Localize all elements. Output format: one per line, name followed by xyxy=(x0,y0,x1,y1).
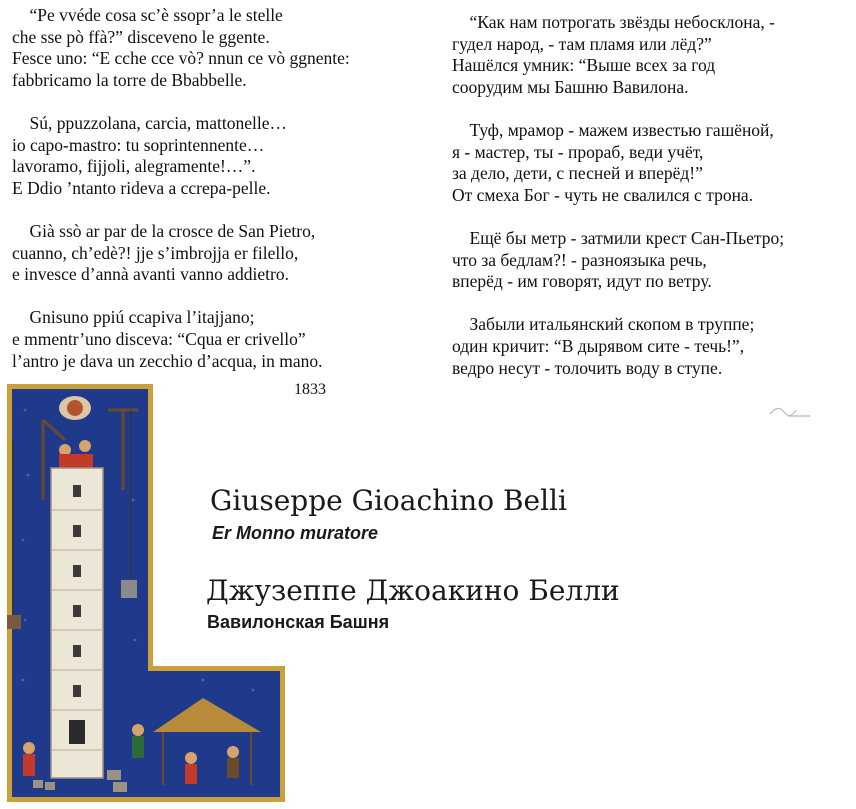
stanza xyxy=(452,314,852,379)
poem-line: один кричит: “В дырявом сите - течь!”, xyxy=(452,335,745,356)
poem-year: 1833 xyxy=(294,381,326,398)
stanza xyxy=(12,307,432,372)
poem-title-latin: Er Monno muratore xyxy=(212,523,379,543)
stone-block-icon xyxy=(121,580,137,598)
poem-line: e invesce d’annà avanti vanno addietro. xyxy=(12,264,289,285)
poem-line: я - мастер, ты - прораб, веди учёт, xyxy=(452,141,704,162)
poem-line: вперёд - им говорят, идут по ветру. xyxy=(452,271,712,292)
poem-line: что за бедлам?! - разноязыка речь, xyxy=(452,249,707,270)
poem-line: Нашёлся умник: “Выше всех за год xyxy=(452,55,716,76)
italian-poem xyxy=(12,5,432,394)
poem-line: l’antro je dava un zecchio d’acqua, in mano. xyxy=(12,350,323,371)
poem-line: Sú, ppuzzolana, carcia, mattonelle… xyxy=(12,112,288,133)
poem-line: e mmentr’uno disceva: “Cqua er crivello” xyxy=(12,328,306,349)
author-name-latin: Giuseppe Gioachino Belli xyxy=(210,484,567,517)
stanza xyxy=(12,221,432,286)
stanza xyxy=(12,5,432,91)
poem-line: “Как нам потрогать звёзды небосклона, - xyxy=(452,12,775,32)
poem-line: за дело, дети, с песней и вперёд!” xyxy=(452,163,703,184)
poem-line: соорудим мы Башню Вавилона. xyxy=(452,76,689,97)
stanza xyxy=(12,113,432,199)
poem-line: Забыли итальянский скопом в труппе; xyxy=(452,314,755,335)
stanza xyxy=(452,12,852,98)
stanza xyxy=(452,228,852,293)
poem-line: Туф, мрамор - мажем известью гашёной, xyxy=(452,119,774,140)
poem-line: lavoramo, fijjoli, alegramente!…”. xyxy=(12,156,256,177)
poem-line: Ещё бы метр - затмили крест Сан-Пьетро; xyxy=(452,227,785,248)
poem-line: Fesce uno: “E cche cce vò? nnun ce vò ggnente: xyxy=(12,48,350,69)
poem-line: Gnisuno ppiú ccapiva l’itajjano; xyxy=(12,307,255,328)
poem-line: ведро несут - толочить воду в ступе. xyxy=(452,357,723,378)
poem-line: “Pe vvéde cosa sc’è ssopr’a le stelle xyxy=(12,5,283,25)
poem-line: che sse pò ffà?” disceveno le ggente. xyxy=(12,26,270,47)
poem-line: гудел народ, - там пламя или лёд?” xyxy=(452,33,712,54)
stanza xyxy=(452,120,852,206)
poem-line: io capo-mastro: tu soprintennente… xyxy=(12,134,265,155)
russian-poem xyxy=(452,12,852,401)
poem-line: cuanno, ch’edè?! jje s’imbrojja er filello, xyxy=(12,242,299,263)
signature-mark xyxy=(766,400,814,424)
poem-line: Già ssò ar par de la crosce de San Pietro, xyxy=(12,220,316,241)
poem-line: fabbricamo la torre de Bbabbelle. xyxy=(12,69,247,90)
poem-line: E Ddio ’ntanto rideva a ccrepa-pelle. xyxy=(12,177,271,198)
bucket-icon xyxy=(7,615,21,629)
author-name-cyrillic: Джузеппе Джоакино Белли xyxy=(206,574,620,607)
poem-title-cyrillic: Вавилонская Башня xyxy=(207,612,390,632)
poem-line: От смеха Бог - чуть не свалился с трона. xyxy=(452,184,754,205)
